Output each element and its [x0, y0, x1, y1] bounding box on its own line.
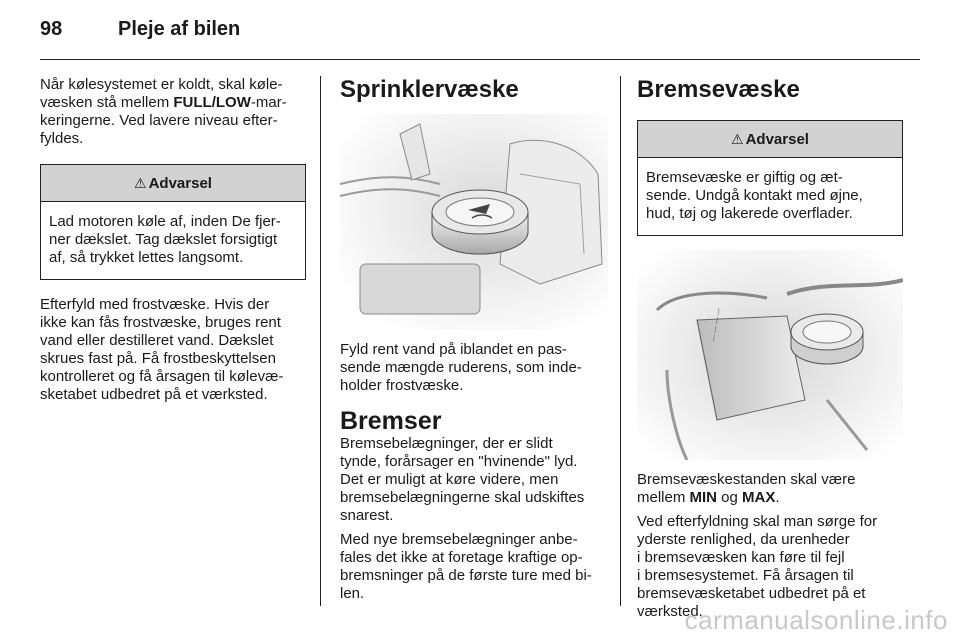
- column-divider: [320, 76, 321, 606]
- brake-fluid-heading: Bremsevæske: [637, 76, 800, 103]
- text-line: Fyld rent vand på iblandet en pas-: [340, 341, 567, 358]
- text-line: værksted.: [637, 603, 703, 620]
- brakes-heading: Bremser: [340, 407, 442, 435]
- column-washer-brakes: [340, 76, 608, 603]
- site-watermark: carmanualsonline.info: [684, 605, 948, 635]
- page-number: 98: [40, 18, 63, 40]
- brake-reservoir-illustration: [637, 250, 903, 465]
- text-line: Ved efterfyldning skal man sørge for: [637, 513, 878, 530]
- brake-fluid-level-paragraph: [637, 471, 903, 507]
- text-line: bremsebelægningerne skal udskiftes: [340, 489, 585, 506]
- full-low-label: FULL/LOW: [173, 94, 251, 111]
- text-line: Lad motoren køle af, inden De fjer-: [49, 213, 281, 230]
- text-line: og: [717, 489, 743, 506]
- svg-text:— — — —: — — — —: [710, 307, 723, 343]
- coolant-paragraph: [40, 76, 306, 148]
- text-line: Det er muligt at køre videre, men: [340, 471, 559, 488]
- text-line: ner dækslet. Tag dækslet forsigtigt: [49, 231, 278, 248]
- brake-fluid-warning-box: [637, 120, 903, 236]
- text-line: i bremsevæsken kan føre til fejl: [637, 549, 845, 566]
- warning-triangle-icon: ⚠: [731, 130, 744, 147]
- text-line: yderste renlighed, da urenheder: [637, 531, 850, 548]
- text-line: snarest.: [340, 507, 394, 524]
- coolant-warning-box: [40, 164, 306, 280]
- text-line: sketabet udbedret på et værksted.: [40, 386, 268, 403]
- text-line: skrues fast på. Få frostbeskyttelsen: [40, 350, 276, 367]
- page-title: Pleje af bilen: [118, 18, 241, 40]
- column-brake-fluid: [637, 76, 903, 621]
- washer-reservoir-illustration: [340, 114, 608, 335]
- text-line: len.: [340, 585, 365, 602]
- text-line: ikke kan fås frostvæske, bruges rent: [40, 314, 281, 331]
- text-line: kontrolleret og få årsagen til kølevæ-: [40, 368, 284, 385]
- text-line: fyldes.: [40, 130, 84, 147]
- text-line: i bremsesystemet. Få årsagen til: [637, 567, 854, 584]
- text-line: Bremsevæskestanden skal være: [637, 471, 856, 488]
- text-line: Efterfyld med frostvæske. Hvis der: [40, 296, 270, 313]
- washer-fluid-heading: Sprinklervæske: [340, 76, 519, 103]
- text-line: bremsninger på de første ture med bi-: [340, 567, 592, 584]
- min-label: MIN: [689, 489, 718, 506]
- new-pads-paragraph: [340, 531, 608, 603]
- text-line: Med nye bremsebelægninger anbe-: [340, 531, 578, 548]
- column-divider: [620, 76, 621, 606]
- text-line: .: [775, 489, 780, 506]
- text-line: Bremsevæske er giftig og æt-: [646, 169, 843, 186]
- max-label: MAX: [742, 489, 776, 506]
- header-divider: [40, 59, 920, 60]
- text-line: mellem: [637, 489, 690, 506]
- warning-body: [638, 158, 902, 235]
- warning-header: [638, 121, 902, 158]
- text-line: bremsevæsketabet udbedret på et: [637, 585, 866, 602]
- text-line: sende mængde ruderens, som inde-: [340, 359, 582, 376]
- text-line: holder frostvæske.: [340, 377, 464, 394]
- page-header: [40, 18, 240, 48]
- column-coolant: [40, 76, 306, 404]
- warning-body: [41, 202, 305, 279]
- text-line: -mar-: [250, 94, 287, 111]
- text-line: Når kølesystemet er koldt, skal køle-: [40, 76, 283, 93]
- warning-title: Advarsel: [745, 130, 809, 148]
- warning-triangle-icon: ⚠: [134, 174, 147, 191]
- text-line: tynde, forårsager en "hvinende" lyd.: [340, 453, 578, 470]
- text-line: vand eller destilleret vand. Dækslet: [40, 332, 274, 349]
- text-line: keringerne. Ved lavere niveau efter-: [40, 112, 278, 129]
- text-line: sende. Undgå kontakt med øjne,: [646, 187, 863, 204]
- text-line: hud, tøj og lakerede overflader.: [646, 205, 853, 222]
- brake-pads-paragraph: [340, 435, 608, 525]
- warning-header: [41, 165, 305, 202]
- text-line: fales det ikke at foretage kraftige op-: [340, 549, 583, 566]
- text-line: af, så trykket lettes langsomt.: [49, 249, 244, 266]
- warning-title: Advarsel: [148, 174, 212, 192]
- text-line: Bremsebelægninger, der er slidt: [340, 435, 553, 452]
- washer-fluid-paragraph: [340, 341, 608, 395]
- antifreeze-paragraph: [40, 296, 306, 404]
- text-line: væsken stå mellem: [40, 94, 174, 111]
